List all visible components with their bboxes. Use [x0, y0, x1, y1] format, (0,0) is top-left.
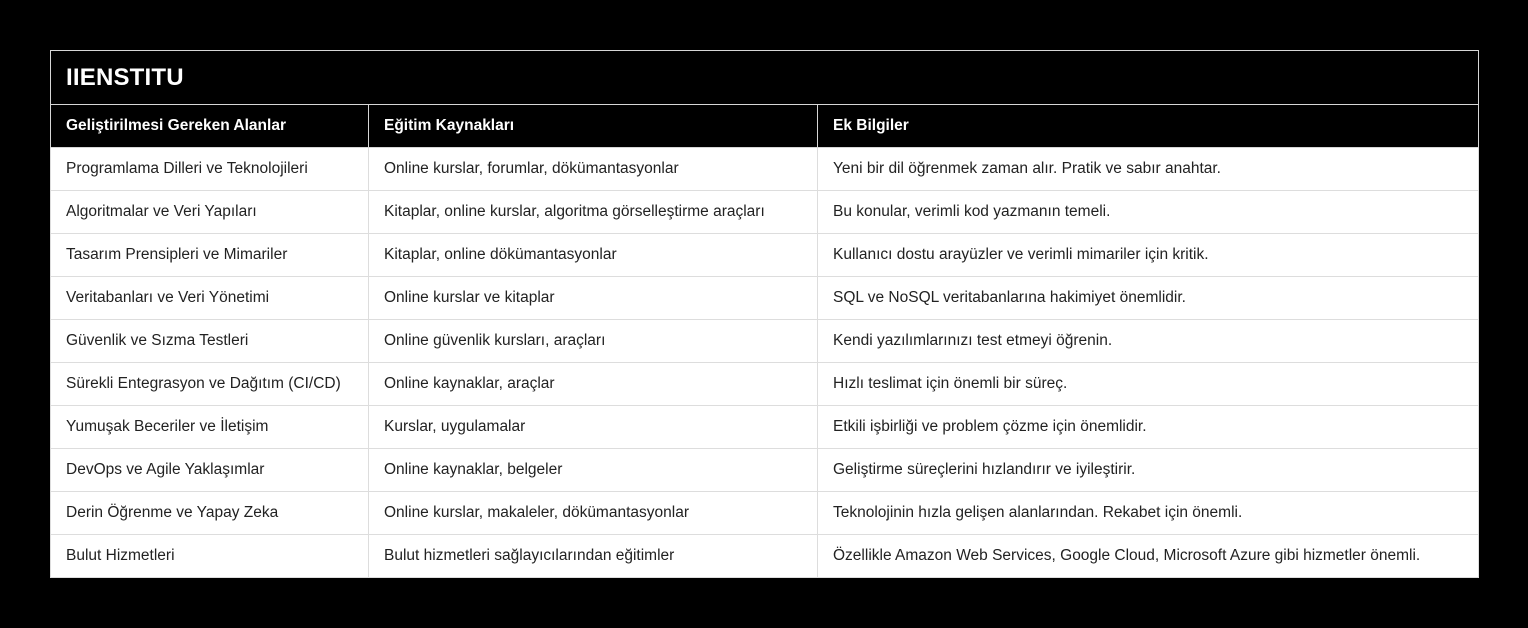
cell-notes: Özellikle Amazon Web Services, Google Cloud, Microsoft Azure gibi hizmetler önemli.	[818, 535, 1479, 578]
cell-notes: SQL ve NoSQL veritabanlarına hakimiyet önemlidir.	[818, 277, 1479, 320]
column-header-areas: Geliştirilmesi Gereken Alanlar	[51, 105, 369, 148]
cell-area: Programlama Dilleri ve Teknolojileri	[51, 148, 369, 191]
table-row	[51, 535, 1479, 578]
cell-area: Derin Öğrenme ve Yapay Zeka	[51, 492, 369, 535]
cell-area: Veritabanları ve Veri Yönetimi	[51, 277, 369, 320]
cell-notes: Yeni bir dil öğrenmek zaman alır. Pratik ve sabır anahtar.	[818, 148, 1479, 191]
cell-notes: Hızlı teslimat için önemli bir süreç.	[818, 363, 1479, 406]
table-row	[51, 320, 1479, 363]
table-row	[51, 363, 1479, 406]
title-row	[51, 51, 1479, 105]
skills-table-container	[50, 50, 1478, 578]
cell-notes: Etkili işbirliği ve problem çözme için önemlidir.	[818, 406, 1479, 449]
cell-notes: Teknolojinin hızla gelişen alanlarından. Rekabet için önemli.	[818, 492, 1479, 535]
column-header-resources: Eğitim Kaynakları	[369, 105, 818, 148]
skills-table	[50, 50, 1479, 578]
cell-resources: Online kurslar, forumlar, dökümantasyonlar	[369, 148, 818, 191]
table-row	[51, 449, 1479, 492]
cell-notes: Bu konular, verimli kod yazmanın temeli.	[818, 191, 1479, 234]
cell-area: Sürekli Entegrasyon ve Dağıtım (CI/CD)	[51, 363, 369, 406]
cell-area: Bulut Hizmetleri	[51, 535, 369, 578]
table-row	[51, 234, 1479, 277]
table-row	[51, 148, 1479, 191]
cell-notes: Geliştirme süreçlerini hızlandırır ve iyileştirir.	[818, 449, 1479, 492]
table-row	[51, 492, 1479, 535]
cell-resources: Online güvenlik kursları, araçları	[369, 320, 818, 363]
cell-resources: Online kaynaklar, araçlar	[369, 363, 818, 406]
cell-notes: Kullanıcı dostu arayüzler ve verimli mimariler için kritik.	[818, 234, 1479, 277]
table-row	[51, 191, 1479, 234]
cell-area: Tasarım Prensipleri ve Mimariler	[51, 234, 369, 277]
cell-area: Algoritmalar ve Veri Yapıları	[51, 191, 369, 234]
cell-resources: Kitaplar, online dökümantasyonlar	[369, 234, 818, 277]
cell-resources: Online kaynaklar, belgeler	[369, 449, 818, 492]
table-row	[51, 277, 1479, 320]
cell-area: DevOps ve Agile Yaklaşımlar	[51, 449, 369, 492]
table-row	[51, 406, 1479, 449]
cell-resources: Online kurslar ve kitaplar	[369, 277, 818, 320]
cell-area: Yumuşak Beceriler ve İletişim	[51, 406, 369, 449]
cell-resources: Online kurslar, makaleler, dökümantasyonlar	[369, 492, 818, 535]
cell-notes: Kendi yazılımlarınızı test etmeyi öğrenin.	[818, 320, 1479, 363]
cell-resources: Kurslar, uygulamalar	[369, 406, 818, 449]
cell-resources: Bulut hizmetleri sağlayıcılarından eğitimler	[369, 535, 818, 578]
cell-resources: Kitaplar, online kurslar, algoritma görselleştirme araçları	[369, 191, 818, 234]
cell-area: Güvenlik ve Sızma Testleri	[51, 320, 369, 363]
column-header-notes: Ek Bilgiler	[818, 105, 1479, 148]
table-title: IIENSTITU	[51, 51, 1479, 105]
header-row	[51, 105, 1479, 148]
